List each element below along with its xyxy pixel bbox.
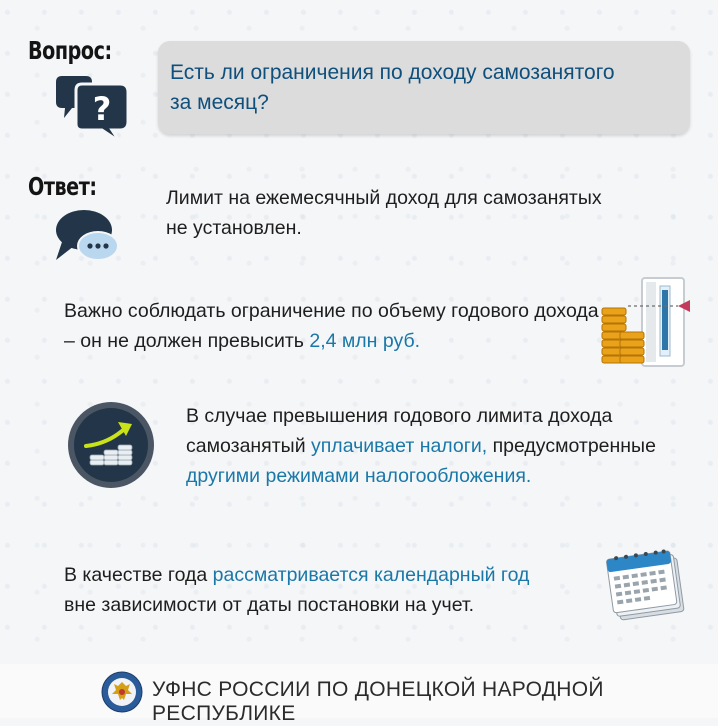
- question-bubbles-icon: [52, 72, 132, 144]
- answer-heading: Ответ:: [28, 172, 97, 201]
- year-line-1: [64, 560, 529, 590]
- answer-chat-icon: [52, 206, 122, 268]
- answer-line-2: не установлен.: [166, 217, 302, 239]
- svg-text:?: ?: [92, 90, 112, 128]
- answer-line-1: Лимит на ежемесячный доход для самозанятых: [166, 187, 602, 209]
- year-line-2: вне зависимости от даты постановки на учет.: [64, 594, 475, 616]
- coins-meter-icon: [598, 276, 692, 368]
- year-calendar-year: рассматривается календарный год: [212, 564, 530, 586]
- question-line-1: Есть ли ограничения по доходу самозанятого: [170, 61, 615, 84]
- growth-chart-icon: [66, 400, 156, 490]
- exceed-line-2-suffix: предусмотренные: [487, 435, 656, 457]
- exceed-line-2: [186, 431, 656, 461]
- limit-text: [64, 296, 599, 356]
- exceed-line-2-prefix: самозанятый: [186, 435, 311, 457]
- exceed-line-1: В случае превышения годового лимита дохода: [186, 405, 613, 427]
- fns-emblem-icon: [100, 670, 144, 714]
- limit-amount: 2,4 млн руб.: [309, 330, 421, 352]
- year-line-1-prefix: В качестве года: [64, 564, 213, 586]
- limit-line-1: Важно соблюдать ограничение по объему годового дохода: [64, 300, 599, 322]
- question-line-2: за месяц?: [170, 91, 269, 114]
- footer-title: УФНС РОССИИ ПО ДОНЕЦКОЙ НАРОДНОЙ РЕСПУБЛИКЕ: [152, 678, 604, 725]
- limit-line-2-prefix: – он не должен превысить: [64, 330, 310, 352]
- calendar-icon: [606, 544, 690, 624]
- exceed-text: [186, 401, 656, 491]
- answer-text: [166, 183, 602, 243]
- question-heading: Вопрос:: [28, 36, 112, 65]
- exceed-other-regimes: другими режимами налогообложения.: [186, 465, 532, 487]
- exceed-pays-taxes: уплачивает налоги,: [311, 435, 488, 457]
- question-text: [170, 58, 690, 118]
- year-text: [64, 560, 529, 620]
- limit-line-2: [64, 326, 599, 356]
